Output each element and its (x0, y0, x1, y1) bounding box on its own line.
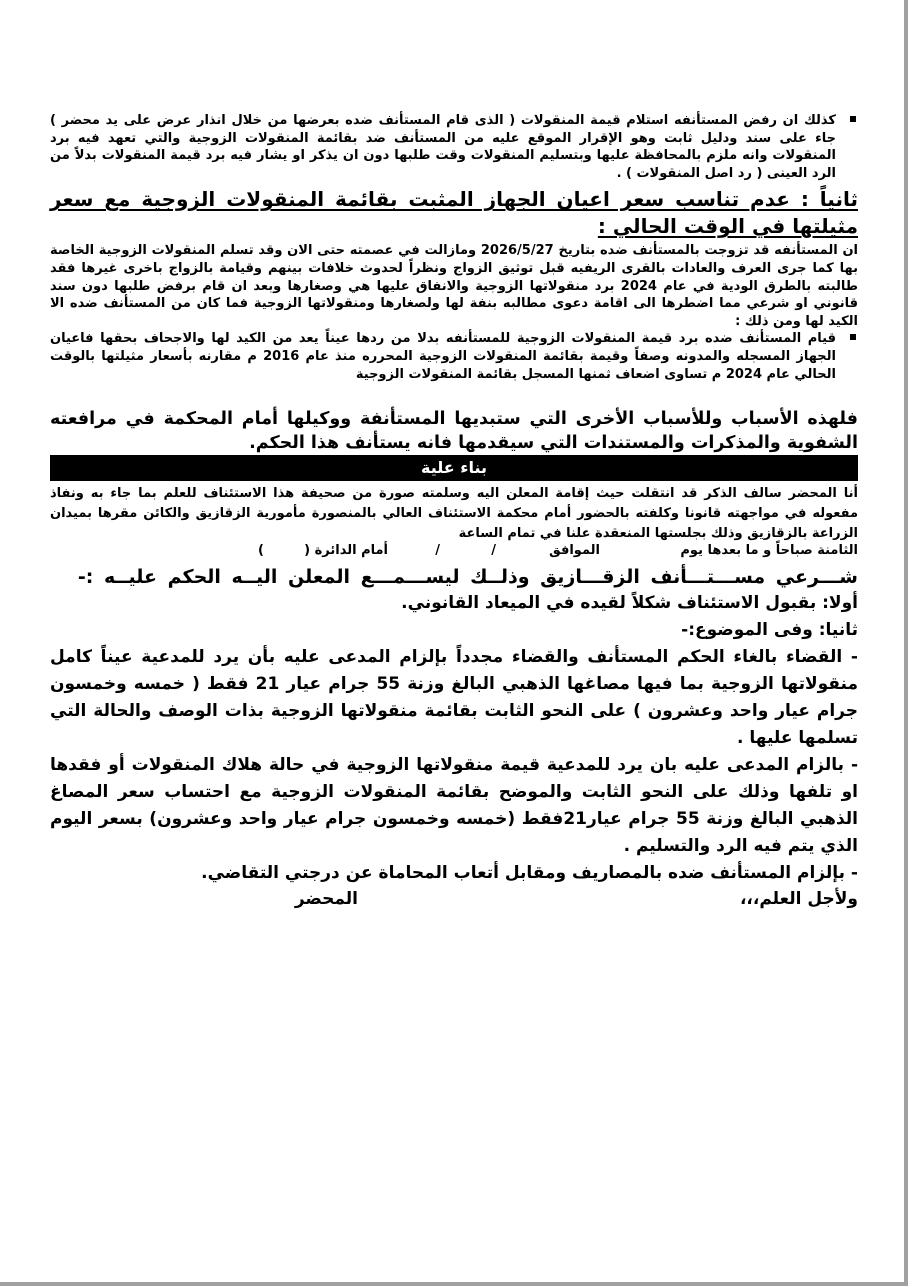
bullet-text: كذلك ان رفض المستأنفه استلام قيمة المنقولات ( الذى قام المستأنف ضده بعرضها من خلال انذار عرض على يد محضر ) جاء على سند ودليل ثابت وهو الإقرار الموقع عليه من المستأنف ضد بقائمة المنقولات الزوجية والتي تعهد فيه برد المنقولات وانه ملزم بالمحافظة عليها وبتسليم المنقولات وقت طلبها دون ان يذكر او يشار فيه برد قيمة المنقولات بدلاً من الرد العينى ( رد اصل المنقولات ) . (50, 113, 836, 181)
paragraph-marriage: ان المستأنفه قد تزوجت بالمستأنف ضده بتاريخ 2026/5/27 ومازالت في عصمته حتى الان وقد تسلم المنقولات الزوجية الخاصة بها كما جرى العرف والعادات بالقرى الريفيه قبل توثيق الزواج ونظراً لحدوث خلافات بينهم وقيامة بالزواج باخرى غيرها فقد طالبته بالطرق الودية في عام 2024 برد منقولاتها الزوجية والانفاق عليها هي وصغارها وبعد ان قام برفض طلبها دون سند قانوني او شرعي مما اضطرها الى اقامة دعوى مطالبه بنفة لها ولصغارها ومنقولاتها الزوجية فما كان من المستأنف ضده الا الكيد لها ومن ذلك : (50, 243, 859, 329)
morning-text: الثامنة صباحاً و ما بعدها يوم (680, 543, 858, 559)
bailiff-label: المحضر (294, 889, 358, 910)
spacer (50, 383, 858, 407)
circuit-close: ) (258, 543, 264, 559)
request-expenses: - بإلزام المستأنف ضده بالمصاريف ومقابل أتعاب المحاماة عن درجتي التقاضي. (201, 863, 858, 884)
second-heading: ثانيا: وفى الموضوع:- (681, 620, 858, 641)
section-heading-second: ثانياً : عدم تناسب سعر اعيان الجهاز المثبت بقائمة المنقولات الزوجية مع سعر مثيلتها في الوقت الحالي : (50, 187, 858, 239)
first-request: أولا: بقبول الاستئناف شكلاً لقيده في الميعاد القانوني. (401, 593, 858, 614)
bullet-paragraph-refusal (50, 112, 858, 182)
for-knowledge-text: ولأجل العلم،،، (739, 889, 858, 910)
date-slash: / (491, 543, 496, 559)
bullet-text: قيام المستأنف ضده برد قيمة المنقولات الزوجية للمستأنفه بدلا من ردها عيناً يعد من الكيد لها والاجحاف بحقها فاعيان الجهاز المسجله والمدونه وصفاً وقيمة بقائمة المنقولات الزوجية المحرره منذ عام 2016 م مقارنه بأسعار مثيلتها بالوقت الحالي عام 2024 م تساوى اضعاف ثمنها المسجل بقائمة المنقولات الزوجية (50, 331, 837, 382)
circuit-label: أمام الدائرة ( (304, 543, 388, 559)
closing-paragraph: فلهذه الأسباب وللأسباب الأخرى التي ستبديها المستأنفة ووكيلها أمام المحكمة في مرافعته الشفوية والمذكرات والمستندات التي سيقدمها فانه يستأنف هذا الحكم. (50, 409, 858, 454)
section-title-bar: بناء علية (50, 455, 858, 481)
request-return-value: - بالزام المدعى عليه بان يرد للمدعية قيمة منقولاتها الزوجية في حالة هلاك المنقولات أو فقدها او تلفها وذلك على النحو الثابت والموضح بقائمة المنقولات الزوجية مع احتساب سعر المصاغ الذهبي البالغ وزنة 55 جرام عيار21فقط (خمسه وخمسون جرام عيار واحد وعشرون) بسعر اليوم الذي يتم فيه الرد والتسليم . (50, 755, 858, 857)
square-bullet-icon (850, 116, 856, 122)
document-body (50, 112, 858, 911)
notice-paragraph: أنا المحضر سالف الذكر قد انتقلت حيث إقامة المعلن اليه وسلمته صورة من صحيفة هذا الاستئناف للعلم بما جاء به ونفاذ مفعوله في مواجهته قانونا وكلفته بالحضور أمام محكمة الاستئناف العالي بالمنصورة مأمورية الزقازيق والكائن مقرها بميدان الزراعة بالزقازيق وذلك بجلستها المنعقدة علنا في تمام الساعة (50, 486, 858, 542)
corresponding-label: الموافق (549, 543, 600, 559)
signature-line (50, 887, 858, 911)
request-return-items: - القضاء بالغاء الحكم المستأنف والقضاء مجدداً بإلزام المدعى عليه بأن يرد للمدعية عيناً كامل منقولاتها الزوجية بما فيها مصاغها الذهبي البالغ وزنة 55 جرام عيار 21 فقط ( خمسه وخمسون جرام عيار واحد وعشرون ) على النحو الثابت بقائمة منقولاتها الزوجية بذات الوصف والحالة التي تسلمها عليها . (50, 647, 858, 749)
bullet-paragraph-value (50, 330, 858, 383)
square-bullet-icon (850, 334, 856, 340)
hearing-date-line (50, 542, 858, 560)
hearing-purpose-line: شـــرعي مســـتـــأنف الزقـــازيق وذلــك ليســـمـــع المعلن اليــه الحكم عليــه :- (77, 566, 858, 589)
date-slash: / (435, 543, 440, 559)
